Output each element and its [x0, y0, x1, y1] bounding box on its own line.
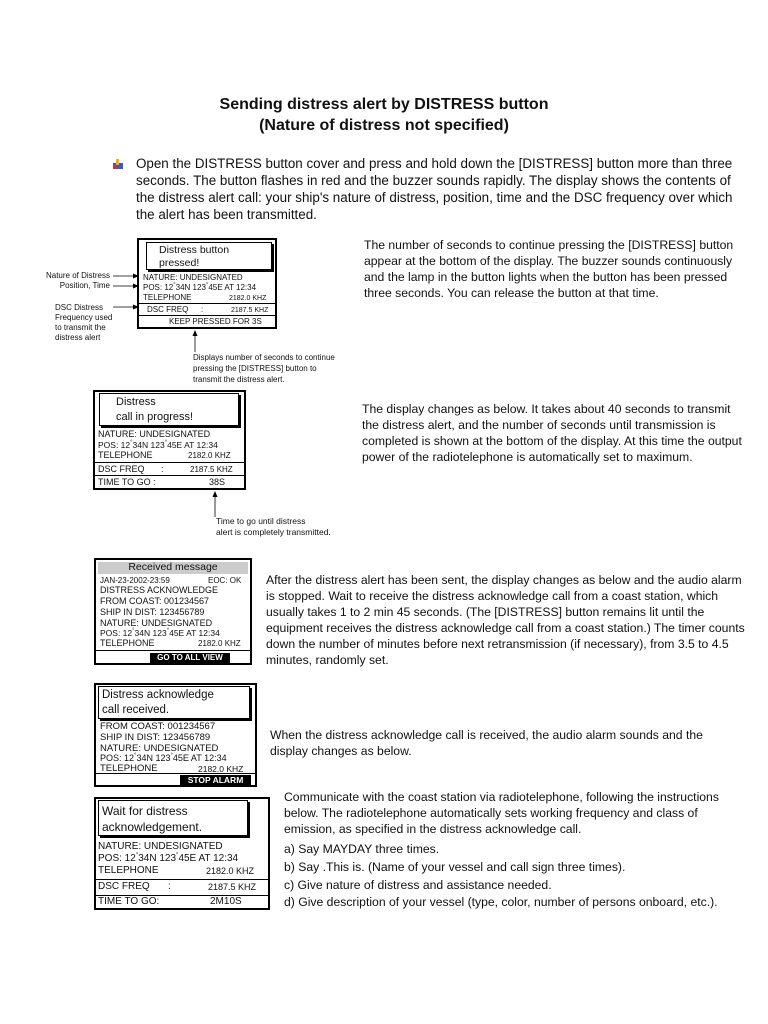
screen-header	[98, 686, 250, 719]
arrow-icon	[191, 330, 199, 352]
hand-pointer-icon	[112, 157, 126, 171]
step-a: a) Say MAYDAY three times.	[284, 842, 440, 856]
dsc-freq-label: DSC FREQ	[98, 881, 150, 892]
annotation-dsc-2: Frequency used	[55, 313, 113, 322]
header-line2: call in progress!	[116, 411, 194, 423]
dsc-freq-label: DSC FREQ	[98, 464, 145, 474]
screen-distress-button-pressed	[137, 238, 277, 329]
telephone-freq: 2182.0 KHZ	[206, 866, 255, 876]
annotation-ttg-2: alert is completely transmitted.	[216, 527, 331, 537]
paragraph-after-sent: After the distress alert has been sent, the display changes as below and the audio alarm is stopped. Wait to receive the distress acknowledge call from a coast station, which usually takes 1 to 2 min 45 seconds. (The [DISTRESS] button remains lit until the equipment receives the distress acknowledge call from a coast station.) The timer counts down the number of minutes before next retransmission (if necessary), from 3.5 to 4.5 minutes, randomly set.	[266, 573, 745, 667]
annotation-ttg-1: Time to go until distress	[216, 516, 306, 526]
telephone-freq: 2182.0 KHZ	[188, 451, 231, 460]
header-line1: Distress	[116, 396, 156, 408]
arrow-icon	[113, 272, 139, 290]
page-title: Sending distress alert by DISTRESS button	[219, 96, 549, 113]
dsc-colon: :	[201, 305, 204, 314]
screen-header	[146, 242, 272, 270]
dsc-freq-value: 2187.5 KHZ	[190, 465, 233, 474]
annotation-bottom-3: transmit the distress alert.	[193, 375, 285, 384]
date-text: JAN-23-2002-23:59	[100, 576, 170, 585]
arrow-icon	[113, 303, 139, 311]
annotation-dsc-1: DSC Distress	[55, 303, 104, 312]
dsc-colon: :	[161, 464, 164, 474]
stop-alarm-button[interactable]: STOP ALARM	[180, 775, 251, 786]
screen-header	[98, 562, 248, 574]
nature-text: NATURE: UNDESIGNATED	[100, 618, 213, 628]
divider	[96, 773, 255, 774]
dsc-freq-value: 2187.5 KHZ	[208, 882, 257, 892]
screen-ack-received	[94, 683, 257, 787]
time-to-go-value: 38S	[209, 477, 226, 487]
arrow-icon	[211, 491, 219, 517]
page-subtitle: (Nature of distress not specified)	[259, 117, 509, 134]
paragraph-display-changes: The display changes as below. It takes about 40 seconds to transmit the distress alert, and the number of seconds until transmission is completed is shown at the bottom of the display. At this time the output power of the radiotelephone is automatically set to maximum.	[362, 402, 742, 464]
paragraph-ack-received: When the distress acknowledge call is received, the audio alarm sounds and the display changes as below.	[270, 728, 703, 758]
paragraph-seconds: The number of seconds to continue pressing the [DISTRESS] button appear at the bottom of the display. The buzzer sounds continuously and the lamp in the button lights when the button has been pressed three seconds. You can release the button at that time.	[364, 238, 734, 300]
annotation-dsc-4: distress alert	[55, 333, 101, 342]
divider	[95, 475, 244, 476]
header-line1: Distress acknowledge	[102, 689, 214, 701]
screen-header	[99, 393, 239, 426]
nature-text: NATURE: UNDESIGNATED	[100, 743, 219, 754]
screen-call-in-progress	[93, 390, 246, 490]
annotation-bottom-1: Displays number of seconds to continue	[193, 353, 335, 362]
telephone-label: TELEPHONE	[98, 865, 159, 876]
telephone-freq: 2182.0 KHZ	[198, 639, 241, 648]
time-to-go-value: 2M10S	[210, 896, 242, 907]
header-line1: Distress button	[159, 244, 230, 256]
telephone-label: TELEPHONE	[98, 450, 153, 460]
step-c: c) Give nature of distress and assistance needed.	[284, 878, 552, 892]
position-text: POS: 12°34N 123°45E AT 12:34	[143, 282, 257, 292]
header-line2: acknowledgement.	[102, 820, 203, 834]
divider	[96, 650, 250, 651]
ship-text: SHIP IN DIST: 123456789	[100, 607, 205, 617]
position-text: POS: 12°34N 123°45E AT 12:34	[100, 753, 227, 763]
position-text: POS: 12°34N 123°45E AT 12:34	[98, 440, 218, 450]
divider	[95, 462, 244, 463]
divider	[139, 315, 275, 316]
step-b: b) Say .This is. (Name of your vessel and call sign three times).	[284, 860, 626, 874]
header-line2: call received.	[102, 704, 170, 716]
coast-text: FROM COAST: 001234567	[100, 721, 216, 732]
annotation-dsc-3: to transmit the	[55, 323, 106, 332]
header-line2: pressed!	[159, 257, 200, 269]
paragraph-communicate: Communicate with the coast station via radiotelephone, following the instructions below. The radiotelephone automatically sets working frequency and class of emission, as specified in the distress acknowledge call.	[284, 790, 719, 836]
step-d: d) Give description of your vessel (type, color, number of persons onboard, etc.).	[284, 895, 718, 909]
screen-received-message	[94, 558, 252, 665]
position-text: POS: 12°34N 123°45E AT 12:34	[100, 628, 220, 638]
annotation-nature-2: Position, Time	[59, 281, 110, 290]
position-text: POS: 12°34N 123°45E AT 12:34	[98, 852, 239, 864]
keep-pressed-text: KEEP PRESSED FOR 3S	[169, 317, 262, 326]
telephone-label: TELEPHONE	[143, 293, 192, 302]
telephone-freq: 2182.0 KHZ	[229, 295, 267, 302]
intro-paragraph: Open the DISTRESS button cover and press and hold down the [DISTRESS] button more than three seconds. The button flashes in red and the buzzer sounds rapidly. The display shows the contents of the distress alert call: your ship's nature of distress, position, time and the DSC frequency over which the alert has been transmitted.	[136, 156, 733, 222]
annotation-bottom-2: pressing the [DISTRESS] button to	[193, 364, 317, 373]
time-to-go-label: TIME TO GO:	[98, 896, 160, 907]
divider	[139, 303, 275, 304]
screen-header	[98, 800, 248, 836]
header-text: Received message	[128, 561, 218, 573]
ack-text: DISTRESS ACKNOWLEDGE	[100, 585, 219, 595]
telephone-label: TELEPHONE	[100, 763, 158, 774]
divider	[96, 879, 268, 880]
annotation-nature-1: Nature of Distress	[45, 271, 110, 280]
telephone-freq: 2182.0 KHZ	[198, 764, 244, 774]
eoc-text: EOC: OK	[208, 576, 242, 585]
go-to-all-view-button[interactable]: GO TO ALL VIEW	[150, 653, 230, 663]
telephone-label: TELEPHONE	[100, 638, 155, 648]
ship-text: SHIP IN DIST: 123456789	[100, 732, 211, 743]
dsc-freq-value: 2187.5 KHZ	[231, 307, 269, 314]
nature-text: NATURE: UNDESIGNATED	[98, 841, 223, 852]
header-line1: Wait for distress	[102, 804, 188, 818]
screen-wait-for-ack	[94, 797, 270, 910]
time-to-go-label: TIME TO GO :	[98, 477, 156, 487]
nature-text: NATURE: UNDESIGNATED	[98, 429, 211, 439]
dsc-colon: :	[168, 881, 171, 892]
nature-text: NATURE: UNDESIGNATED	[143, 273, 243, 282]
coast-text: FROM COAST: 001234567	[100, 596, 210, 606]
dsc-freq-label: DSC FREQ	[147, 305, 189, 314]
